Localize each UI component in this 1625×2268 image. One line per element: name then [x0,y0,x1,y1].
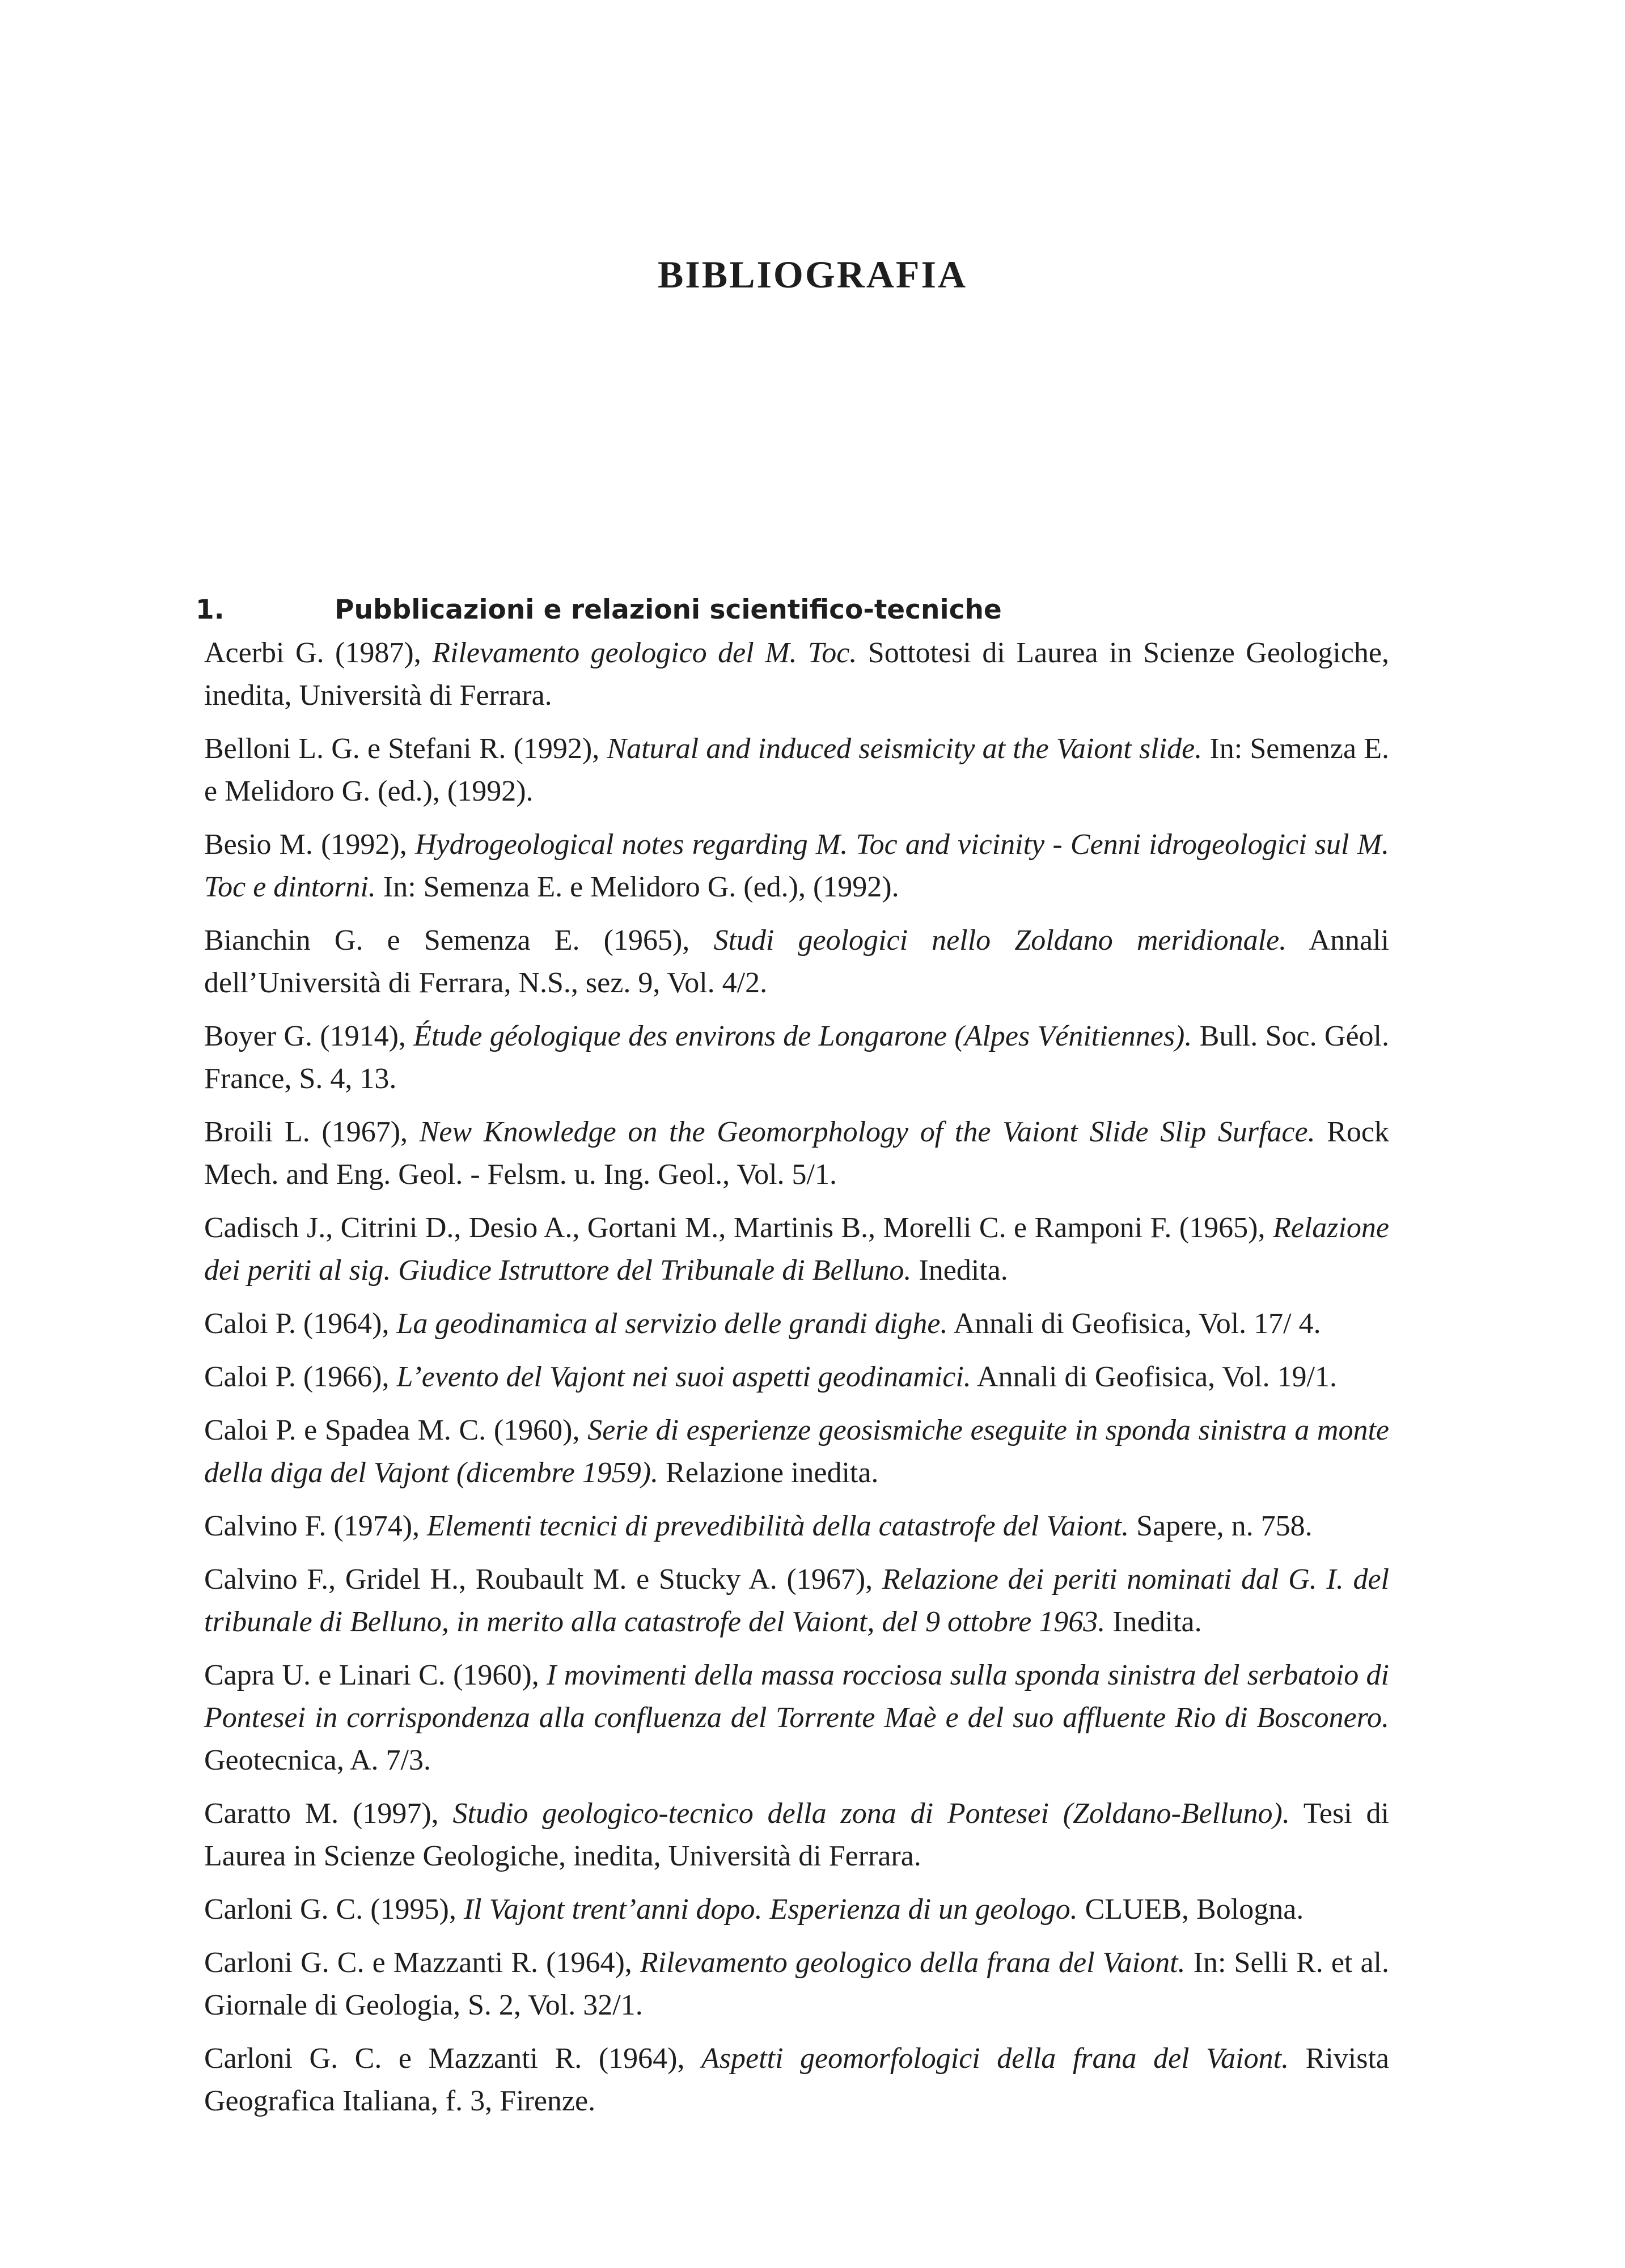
bib-details: Inedita. [1105,1606,1202,1638]
bib-entry [204,1356,1389,1398]
bib-title: Rilevamento geologico del M. Toc. [432,637,857,669]
bib-details: Annali dell’Università di Ferrara, N.S., sez. 9, Vol. 4/2. [204,924,1389,999]
bib-title: Étude géologique des environs de Longarone (Alpes Vénitiennes). [413,1020,1192,1052]
bib-title: Rilevamento geologico della frana del Vaiont. [640,1947,1186,1979]
bib-title: Serie di esperienze geosismiche eseguite in sponda sinistra a monte della diga del Vajont (dicembre 1959). [204,1414,1389,1489]
bib-title: Il Vajont trent’anni dopo. Esperienza di un geologo. [463,1893,1078,1926]
bib-details: Relazione inedita. [658,1457,879,1489]
bib-details: Tesi di Laurea in Scienze Geologiche, inedita, Università di Ferrara. [204,1797,1389,1872]
bib-author: Besio M. (1992), [204,828,415,861]
bib-title: Studio geologico-tecnico della zona di Pontesei (Zoldano-Belluno). [452,1797,1290,1830]
bib-author: Cadisch J., Citrini D., Desio A., Gortani M., Martinis B., Morelli C. e Ramponi F. (1965), [204,1212,1273,1244]
bib-entry [204,1015,1389,1100]
bib-details: Inedita. [911,1254,1008,1287]
bib-entry [204,1941,1389,2026]
bib-entry [204,1409,1389,1494]
bib-author: Calvino F., Gridel H., Roubault M. e Stucky A. (1967), [204,1563,882,1596]
bib-author: Boyer G. (1914), [204,1020,414,1052]
bib-author: Caloi P. e Spadea M. C. (1960), [204,1414,588,1446]
section-title: Pubblicazioni e relazioni scientifico-tecniche [335,594,1002,625]
bib-author: Calvino F. (1974), [204,1510,428,1542]
bib-title: L’evento del Vajont nei suoi aspetti geodinamici. [396,1361,971,1393]
bib-author: Bianchin G. e Semenza E. (1965), [204,924,714,957]
bib-title: New Knowledge on the Geomorphology of the Vaiont Slide Slip Surface. [419,1116,1315,1148]
bib-details: Geotecnica, A. 7/3. [204,1744,431,1776]
bib-title: Relazione dei periti al sig. Giudice Istruttore del Tribunale di Belluno. [204,1212,1389,1287]
bib-author: Caratto M. (1997), [204,1797,453,1830]
bib-author: Acerbi G. (1987), [204,637,433,669]
bib-entry [204,1207,1389,1292]
bib-details: Rivista Geografica Italiana, f. 3, Firenze. [204,2042,1390,2117]
bib-entry [204,823,1389,908]
bib-entry [204,1654,1389,1782]
bib-title: Natural and induced seismicity at the Vaiont slide. [607,733,1203,765]
bib-author: Broili L. (1967), [204,1116,420,1148]
bib-author: Belloni L. G. e Stefani R. (1992), [204,733,607,765]
bib-entry [204,1792,1389,1877]
bib-details: Sapere, n. 758. [1129,1510,1313,1542]
bib-entry [204,1558,1389,1643]
bib-details: In: Semenza E. e Melidoro G. (ed.), (1992). [375,871,899,903]
bib-entry [204,632,1389,717]
bib-author: Carloni G. C. e Mazzanti R. (1964), [204,2042,702,2075]
bib-title: Hydrogeological notes regarding M. Toc and vicinity - Cenni idrogeologici sul M. Toc e dintorni. [204,828,1389,903]
bib-entry [204,1111,1389,1196]
section-number: 1. [196,594,225,625]
section-heading [196,594,1002,625]
page-title: BIBLIOGRAFIA [657,253,968,296]
bib-entry [204,1888,1389,1931]
bib-title: Relazione dei periti nominati dal G. I. del tribunale di Belluno, in merito alla catastrofe del Vaiont, del 9 ottobre 1963. [204,1563,1389,1638]
bib-details: Annali di Geofisica, Vol. 17/ 4. [947,1308,1321,1340]
bib-title: I movimenti della massa rocciosa sulla sponda sinistra del serbatoio di Pontesei in corrispondenza alla confluenza del Torrente Maè e del suo affluente Rio di Bosconero. [204,1659,1389,1734]
bib-details: Bull. Soc. Géol. France, S. 4, 13. [204,1020,1389,1095]
bib-author: Caloi P. (1966), [204,1361,397,1393]
bibliography-list [204,632,1389,2133]
bib-title: La geodinamica al servizio delle grandi dighe. [396,1308,948,1340]
bib-details: In: Semenza E. e Melidoro G. (ed.), (1992). [204,733,1389,807]
bib-entry [204,2037,1389,2122]
bib-details: Annali di Geofisica, Vol. 19/1. [971,1361,1337,1393]
bib-author: Carloni G. C. (1995), [204,1893,464,1926]
bib-entry [204,727,1389,813]
bib-details: Rock Mech. and Eng. Geol. - Felsm. u. Ing. Geol., Vol. 5/1. [204,1116,1390,1191]
bib-title: Elementi tecnici di prevedibilità della catastrofe del Vaiont. [427,1510,1129,1542]
bib-entry [204,919,1389,1004]
bib-details: Sottotesi di Laurea in Scienze Geologiche, inedita, Università di Ferrara. [204,637,1389,712]
bib-entry [204,1505,1389,1547]
bib-title: Studi geologici nello Zoldano meridionale. [713,924,1287,957]
bib-author: Capra U. e Linari C. (1960), [204,1659,547,1691]
bib-entry [204,1302,1389,1345]
bib-author: Carloni G. C. e Mazzanti R. (1964), [204,1947,640,1979]
bib-details: In: Selli R. et al. Giornale di Geologia, S. 2, Vol. 32/1. [204,1947,1389,2021]
bib-author: Caloi P. (1964), [204,1308,397,1340]
bib-title: Aspetti geomorfologici della frana del Vaiont. [701,2042,1289,2075]
bib-details: CLUEB, Bologna. [1077,1893,1304,1926]
